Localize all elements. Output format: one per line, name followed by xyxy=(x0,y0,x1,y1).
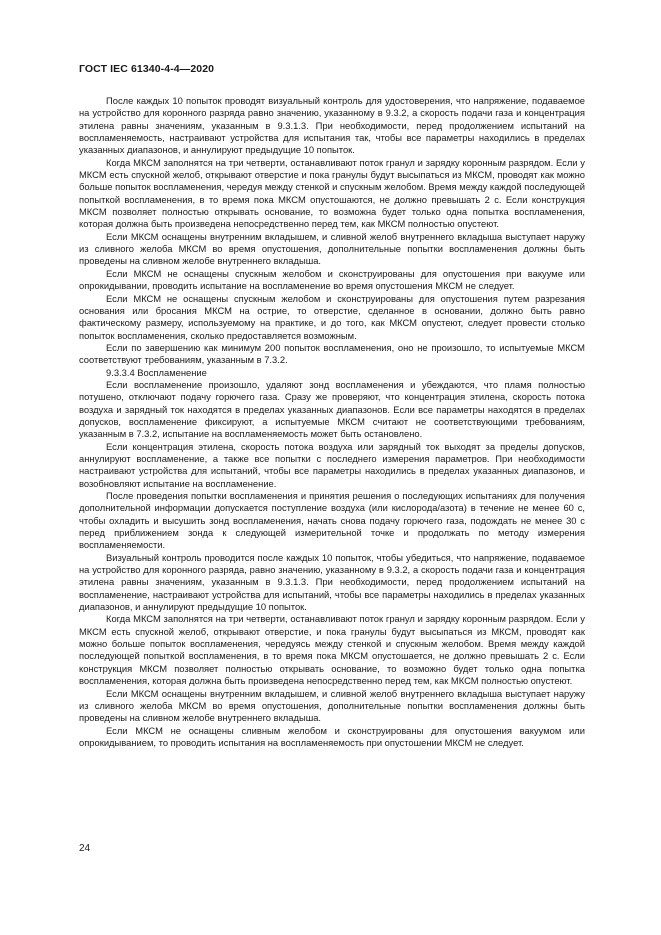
paragraph: После каждых 10 попыток проводят визуальный контроль для удостоверения, что напряжение, подаваемое на устройство для коронного разряда равно значению, указанному в 9.3.2, а скорость подачи газа и концентрация этилена равны значениям, указанным в 9.3.1.3. При необходимости, перед продолжением испытаний на воспламеняемость, настраивают устройства для испытания так, чтобы все параметры находились в пределах указанных диапазонов, и аннулируют предыдущие 10 попыток. xyxy=(79,95,585,156)
body-text xyxy=(79,95,585,749)
paragraph: Если концентрация этилена, скорость потока воздуха или зарядный ток выходят за пределы допусков, аннулируют воспламенение, а также все попытки с последнего измерения параметров. При необходимости настраивают устройства для испытаний, чтобы все параметры находились в пределах указанных диапазонов, и возобновляют испытание на воспламенение. xyxy=(79,440,585,489)
paragraph: Если МКСМ не оснащены спускным желобом и сконструированы для опустошения путем разрезания основания или бросания МКСМ на острие, то отверстие, сделанное в основании, должно быть равно фактическому размеру, используемому на практике, и до того, как МКСМ опустеют, следует провести столько попыток воспламенения, сколько предоставляется возможным. xyxy=(79,292,585,341)
paragraph: Если МКСМ оснащены внутренним вкладышем, и сливной желоб внутреннего вкладыша выступает наружу из сливного желоба МКСМ во время опустошения, дополнительные попытки воспламенения должны быть проведены на сливном желобе внутреннего вкладыша. xyxy=(79,687,585,724)
section-heading: 9.3.3.4 Воспламенение xyxy=(106,366,207,378)
standard-header: ГОСТ IEC 61340-4-4—2020 xyxy=(79,63,215,75)
paragraph: Если МКСМ не оснащены сливным желобом и сконструированы для опустошения вакуумом или опрокидыванием, то проводить испытания на воспламеняемость при опустошении МКСМ не следует. xyxy=(79,724,585,748)
paragraph: Если МКСМ оснащены внутренним вкладышем, и сливной желоб внутреннего вкладыша выступает наружу из сливного желоба МКСМ во время опустошения, дополнительные попытки воспламенения должны быть проведены на сливном желобе внутреннего вкладыша. xyxy=(79,230,585,267)
paragraph: Визуальный контроль проводится после каждых 10 попыток, чтобы убедиться, что напряжение, подаваемое на устройство для коронного разряда, равно значению, указанному в 9.3.2, а скорость подачи газа и концентрация этилена равны значениям, указанным в 9.3.1.3. При необходимости, перед продолжением испытаний на воспламенение, настраивают устройства для испытаний, чтобы все параметры находились в пределах указанных диапазонов, и аннулируют предыдущие 10 попыток. xyxy=(79,551,585,613)
paragraph: После проведения попытки воспламенения и принятия решения о последующих испытаниях для получения дополнительной информации допускается поступление воздуха (или кислорода/азота) в течение не менее 60 с, чтобы охладить и высушить зонд воспламенения, начать снова подачу горючего газа, подождать не менее 30 с перед приближением зонда к следующей измерительной точке и продолжать по методу измерения воспламеняемости. xyxy=(79,490,585,551)
paragraph: Если воспламенение произошло, удаляют зонд воспламенения и убеждаются, что пламя полностью потушено, отключают подачу горючего газа. Сразу же проверяют, что концентрация этилена, скорость потока воздуха и зарядный ток находятся в пределах указанных диапазонов. Если все параметры находятся в пределах допусков, воспламенение фиксируют, а испытуемые МКСМ считают не соответствующими требованиям, указанным в 7.3.2, испытание на воспламеняемость может быть остановлено. xyxy=(79,378,585,440)
paragraph: Когда МКСМ заполнятся на три четверти, останавливают поток гранул и зарядку коронным разрядом. Если у МКСМ есть спускной желоб, открывают отверстие и пока гранулы будут высыпаться из МКСМ, проводят как можно больше попыток воспламенения, чередуя между стенкой и спускным желобом. Время между каждой последующей попыткой воспламенения, в то время пока МКСМ опустошаются, не должно превышать 2 с. Если конструкция МКСМ позволяет полностью открывать основание, то возможна будет только одна попытка воспламенения, которая должна быть произведена непосредственно перед тем, как МКСМ полностью опустеют. xyxy=(79,156,585,230)
page-number: 24 xyxy=(79,843,91,854)
paragraph: Если МКСМ не оснащены спускным желобом и сконструированы для опустошения при вакууме или опрокидывании, проводить испытание на воспламенение во время опустошения МКСМ не следует. xyxy=(79,267,585,292)
paragraph: Если по завершению как минимум 200 попыток воспламенения, оно не произошло, то испытуемые МКСМ соответствуют требованиям, указанным в 7.3.2. xyxy=(79,341,585,366)
paragraph: Когда МКСМ заполнятся на три четверти, останавливают поток гранул и зарядку коронным разрядом. Если у МКСМ есть спускной желоб, открывают отверстие, и пока гранулы будут высыпаться из МКСМ, проводят как можно больше попыток воспламенения, чередуясь между стенкой и спускным желобом. Время между каждой последующей попыткой воспламенения, в то время пока МКСМ опустошается, не должно превышать 2 с. Если конструкция МКСМ позволяет полностью открывать основание, то возможно будет только одна попытка воспламенения, которая должна быть произведена непосредственно перед тем, как МКСМ полностью опустеют. xyxy=(79,613,585,687)
